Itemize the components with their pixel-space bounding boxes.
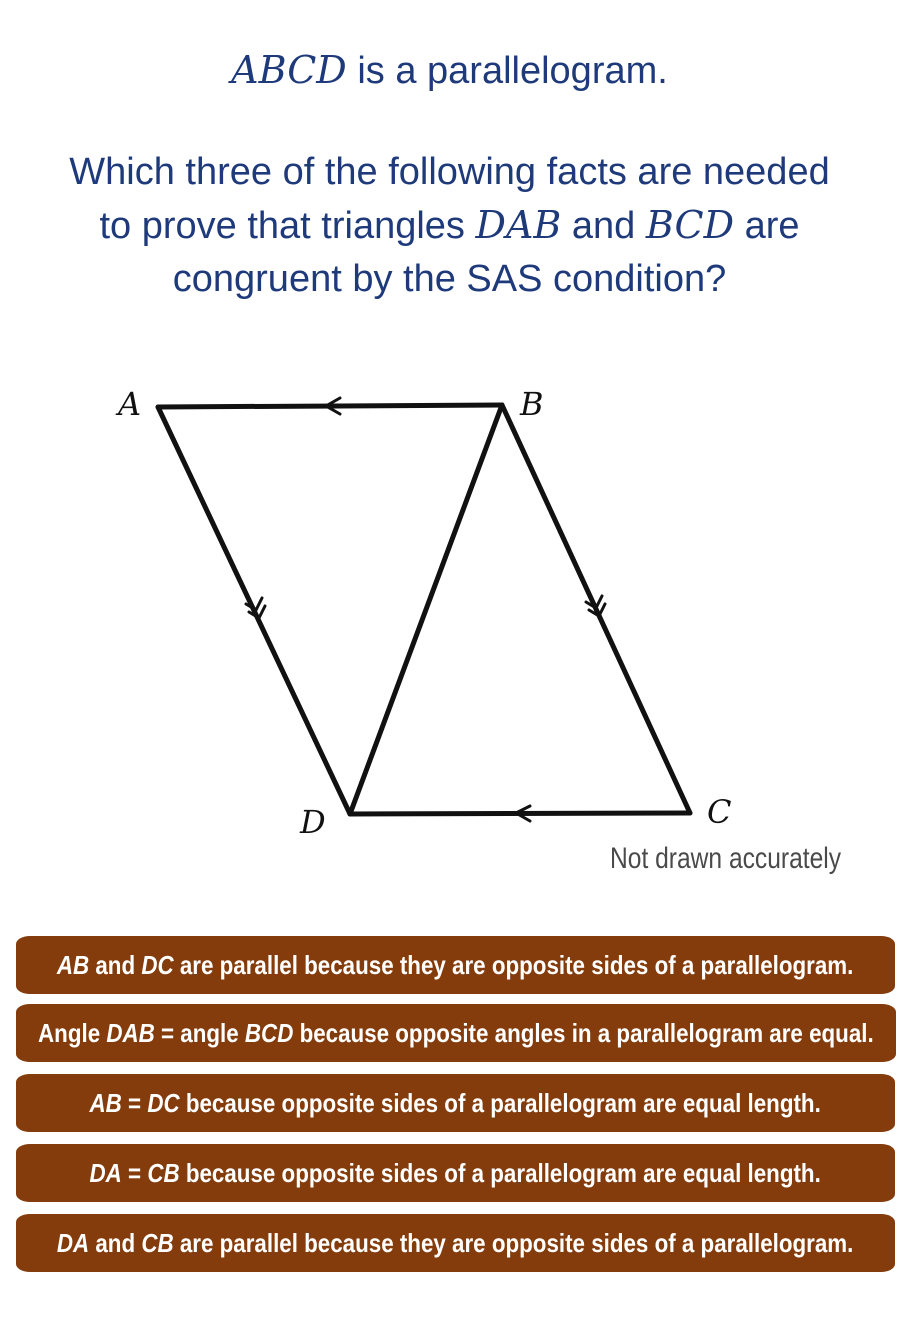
- question-line-1: Which three of the following facts are needed: [69, 151, 830, 193]
- title: [0, 48, 899, 93]
- triangle-bcd: BCD: [645, 203, 735, 247]
- question-line-2: [20, 199, 879, 253]
- vertex-label-b: B: [520, 385, 544, 423]
- option-text: =: [122, 1157, 148, 1188]
- option-math-term: DA: [89, 1157, 123, 1188]
- option-text: Angle: [38, 1017, 107, 1048]
- option-text: are parallel because they are opposite sides of a parallelogram.: [174, 1227, 854, 1258]
- diagonal-bd: [350, 405, 502, 814]
- option-ab-equals-dc[interactable]: [16, 1074, 895, 1132]
- option-math-term: CB: [147, 1157, 180, 1188]
- option-math-term: DC: [147, 1087, 180, 1118]
- option-label: [57, 950, 854, 981]
- vertex-label-d: D: [300, 803, 326, 840]
- option-text: because opposite sides of a parallelogram are equal length.: [179, 1157, 822, 1188]
- title-math: ABCD: [231, 48, 347, 92]
- option-label: [90, 1088, 821, 1119]
- vertex-label-c: C: [707, 793, 732, 831]
- question-line-2-mid: and: [561, 205, 646, 247]
- option-math-term: DAB: [106, 1017, 155, 1048]
- option-math-term: CB: [141, 1227, 175, 1258]
- option-label: [38, 1018, 874, 1049]
- question-line-2-post: are: [734, 205, 800, 247]
- triangle-dab: DAB: [475, 203, 562, 247]
- vertex-label-a: A: [118, 385, 142, 423]
- option-label: [90, 1158, 821, 1189]
- option-math-term: BCD: [245, 1017, 294, 1048]
- question-line-2-pre: to prove that triangles: [99, 205, 476, 247]
- option-text: =: [122, 1087, 148, 1118]
- not-drawn-accurately-note: Not drawn accurately: [610, 842, 842, 875]
- title-text: is a parallelogram.: [346, 50, 668, 92]
- question-line-3: congruent by the SAS condition?: [172, 258, 727, 300]
- option-da-cb-parallel[interactable]: [16, 1214, 895, 1272]
- option-text: because opposite angles in a parallelogram are equal.: [293, 1017, 874, 1048]
- option-da-equals-cb[interactable]: [16, 1144, 895, 1202]
- option-text: and: [89, 949, 142, 980]
- option-angle-dab-bcd[interactable]: [16, 1004, 896, 1062]
- option-math-term: DC: [141, 949, 175, 980]
- option-math-term: AB: [89, 1087, 123, 1118]
- option-text: = angle: [154, 1017, 246, 1048]
- option-math-term: AB: [57, 949, 90, 980]
- parallelogram-diagram: [0, 370, 899, 840]
- option-math-term: DA: [57, 1227, 90, 1258]
- option-label: [57, 1228, 854, 1259]
- option-text: are parallel because they are opposite sides of a parallelogram.: [174, 949, 854, 980]
- option-text: because opposite sides of a parallelogram are equal length.: [179, 1087, 822, 1118]
- option-ab-dc-parallel[interactable]: [16, 936, 895, 994]
- option-text: and: [89, 1227, 142, 1258]
- question: [20, 146, 879, 306]
